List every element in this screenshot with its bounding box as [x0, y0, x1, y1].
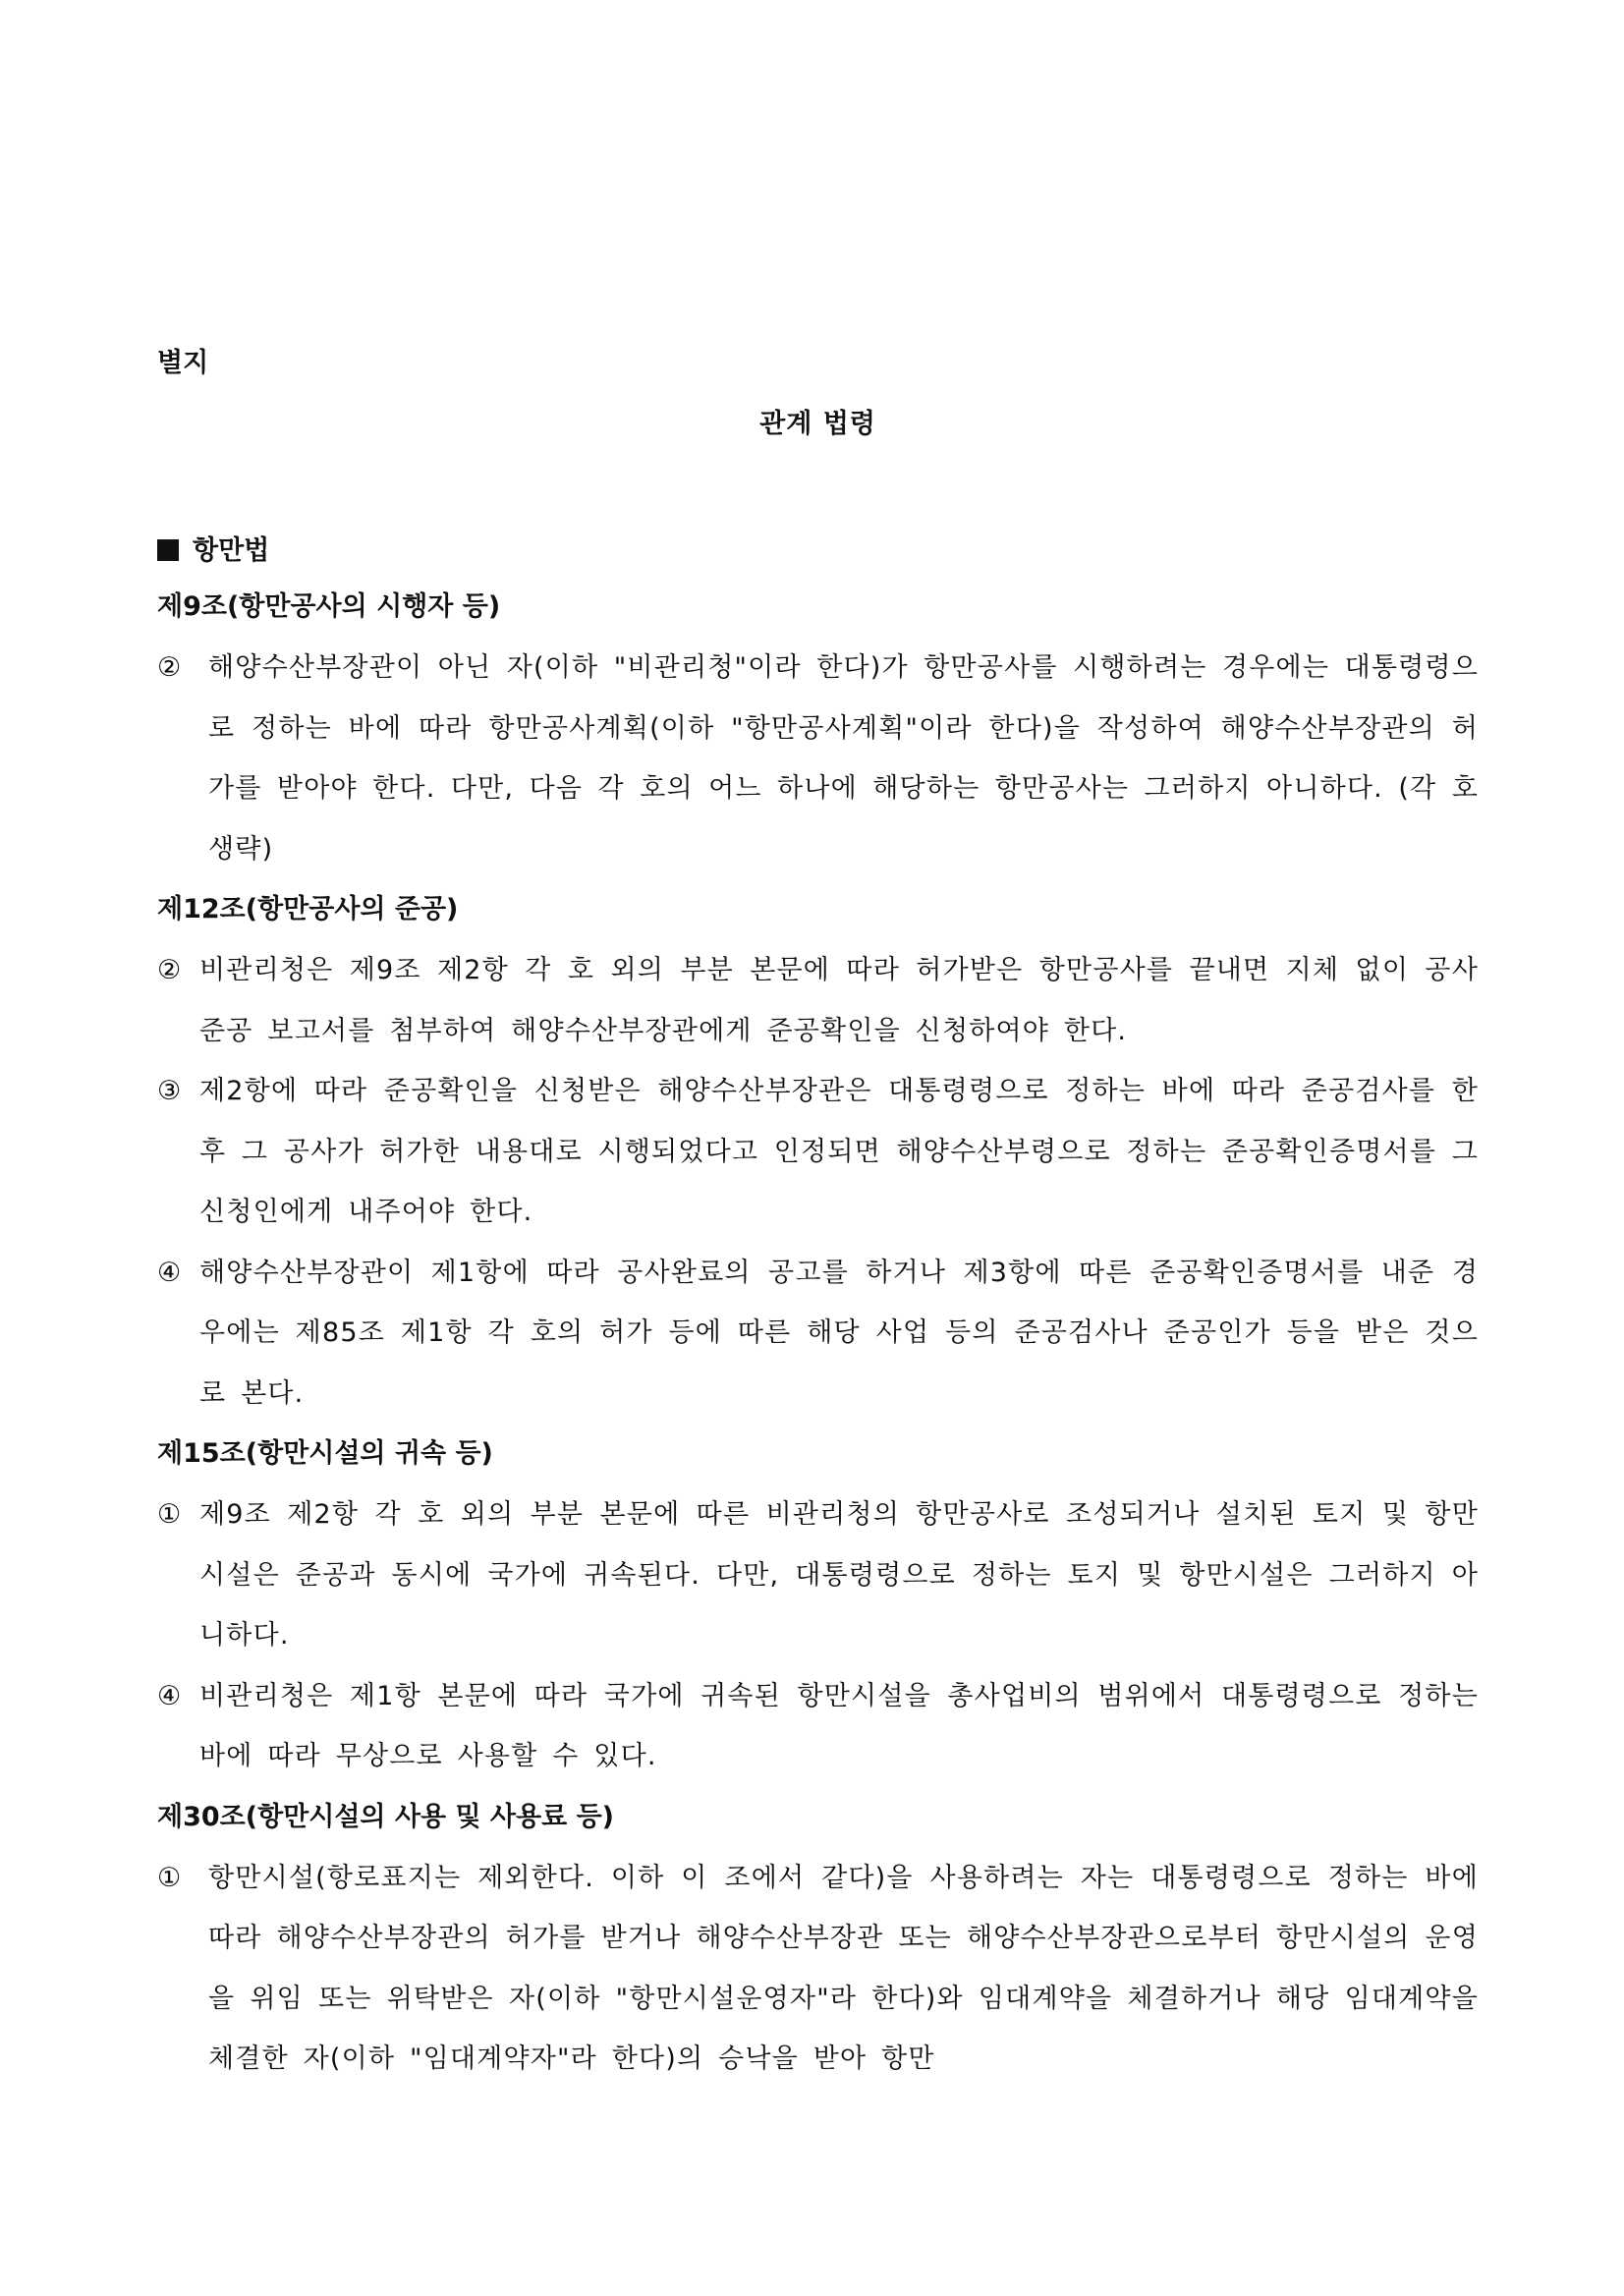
- annex-label: 별지: [157, 348, 209, 378]
- paragraph-text: 항만시설(항로표지는 제외한다. 이하 이 조에서 같다)을 사용하려는 자는 대통령령으로 정하는 바에 따라 해양수산부장관의 허가를 받거나 해양수산부장관 또는 해양수산부장관으로부터 항만시설의 운영을 위임 또는 위탁받은 자(이하 "항만시설운영자"라 한다)와 임대계약을 체결하거나 해당 임대계약을 체결한 자(이하 "임대계약자"라 한다)의 승낙을 받아 항만: [208, 1862, 1479, 2074]
- paragraph: [157, 1243, 1479, 1425]
- paragraph-text: 해양수산부장관이 아닌 자(이하 "비관리청"이라 한다)가 항만공사를 시행하려는 경우에는 대통령령으로 정하는 바에 따라 항만공사계획(이하 "항만공사계획"이라 한다)을 작성하여 해양수산부장관의 허가를 받아야 한다. 다만, 다음 각 호의 어느 하나에 해당하는 항만공사는 그러하지 아니하다. (각 호 생략): [208, 652, 1479, 865]
- paragraph: [157, 1484, 1479, 1666]
- paragraph-text: 해양수산부장관이 제1항에 따라 공사완료의 공고를 하거나 제3항에 따른 준공확인증명서를 내준 경우에는 제85조 제1항 각 호의 허가 등에 따른 해당 사업 등의 준공검사나 준공인가 등을 받은 것으로 본다.: [199, 1257, 1479, 1409]
- document-page: [157, 339, 1479, 2090]
- article-15: [157, 1424, 1479, 1787]
- paragraph-text: 비관리청은 제9조 제2항 각 호 외의 부분 본문에 따라 허가받은 항만공사를 끝내면 지체 없이 공사준공 보고서를 첨부하여 해양수산부장관에게 준공확인을 신청하여야 한다.: [199, 955, 1479, 1046]
- paragraph-number: ③: [157, 1076, 183, 1106]
- article-title: 제15조(항만시설의 귀속 등): [157, 1438, 493, 1469]
- paragraph-number: ②: [157, 652, 183, 683]
- law-heading: [157, 526, 1479, 577]
- document-title: 관계 법령: [759, 409, 876, 439]
- article-title: 제30조(항만시설의 사용 및 사용료 등): [157, 1801, 614, 1832]
- paragraph: [157, 1848, 1479, 2090]
- law-name: 항만법: [193, 535, 270, 566]
- paragraph: [157, 1666, 1479, 1787]
- black-square-bullet-icon: [157, 539, 179, 561]
- paragraph: [157, 940, 1479, 1061]
- paragraph-number: ④: [157, 1257, 183, 1288]
- article-title: 제9조(항만공사의 시행자 등): [157, 591, 501, 622]
- paragraph-text: 제9조 제2항 각 호 외의 부분 본문에 따른 비관리청의 항만공사로 조성되거나 설치된 토지 및 항만시설은 준공과 동시에 국가에 귀속된다. 다만, 대통령령으로 정하는 토지 및 항만시설은 그러하지 아니하다.: [199, 1499, 1479, 1651]
- paragraph-text: 비관리청은 제1항 본문에 따라 국가에 귀속된 항만시설을 총사업비의 범위에서 대통령령으로 정하는 바에 따라 무상으로 사용할 수 있다.: [199, 1680, 1479, 1771]
- paragraph-number: ①: [157, 1862, 183, 1893]
- article-9: [157, 577, 1479, 879]
- article-12: [157, 879, 1479, 1424]
- paragraph-number: ①: [157, 1499, 183, 1530]
- paragraph: [157, 638, 1479, 879]
- paragraph-text: 제2항에 따라 준공확인을 신청받은 해양수산부장관은 대통령령으로 정하는 바에 따라 준공검사를 한 후 그 공사가 허가한 내용대로 시행되었다고 인정되면 해양수산부령으로 정하는 준공확인증명서를 그 신청인에게 내주어야 한다.: [199, 1076, 1479, 1227]
- paragraph: [157, 1061, 1479, 1243]
- article-30: [157, 1787, 1479, 2090]
- article-title: 제12조(항만공사의 준공): [157, 894, 459, 924]
- paragraph-number: ②: [157, 955, 183, 985]
- paragraph-number: ④: [157, 1680, 183, 1711]
